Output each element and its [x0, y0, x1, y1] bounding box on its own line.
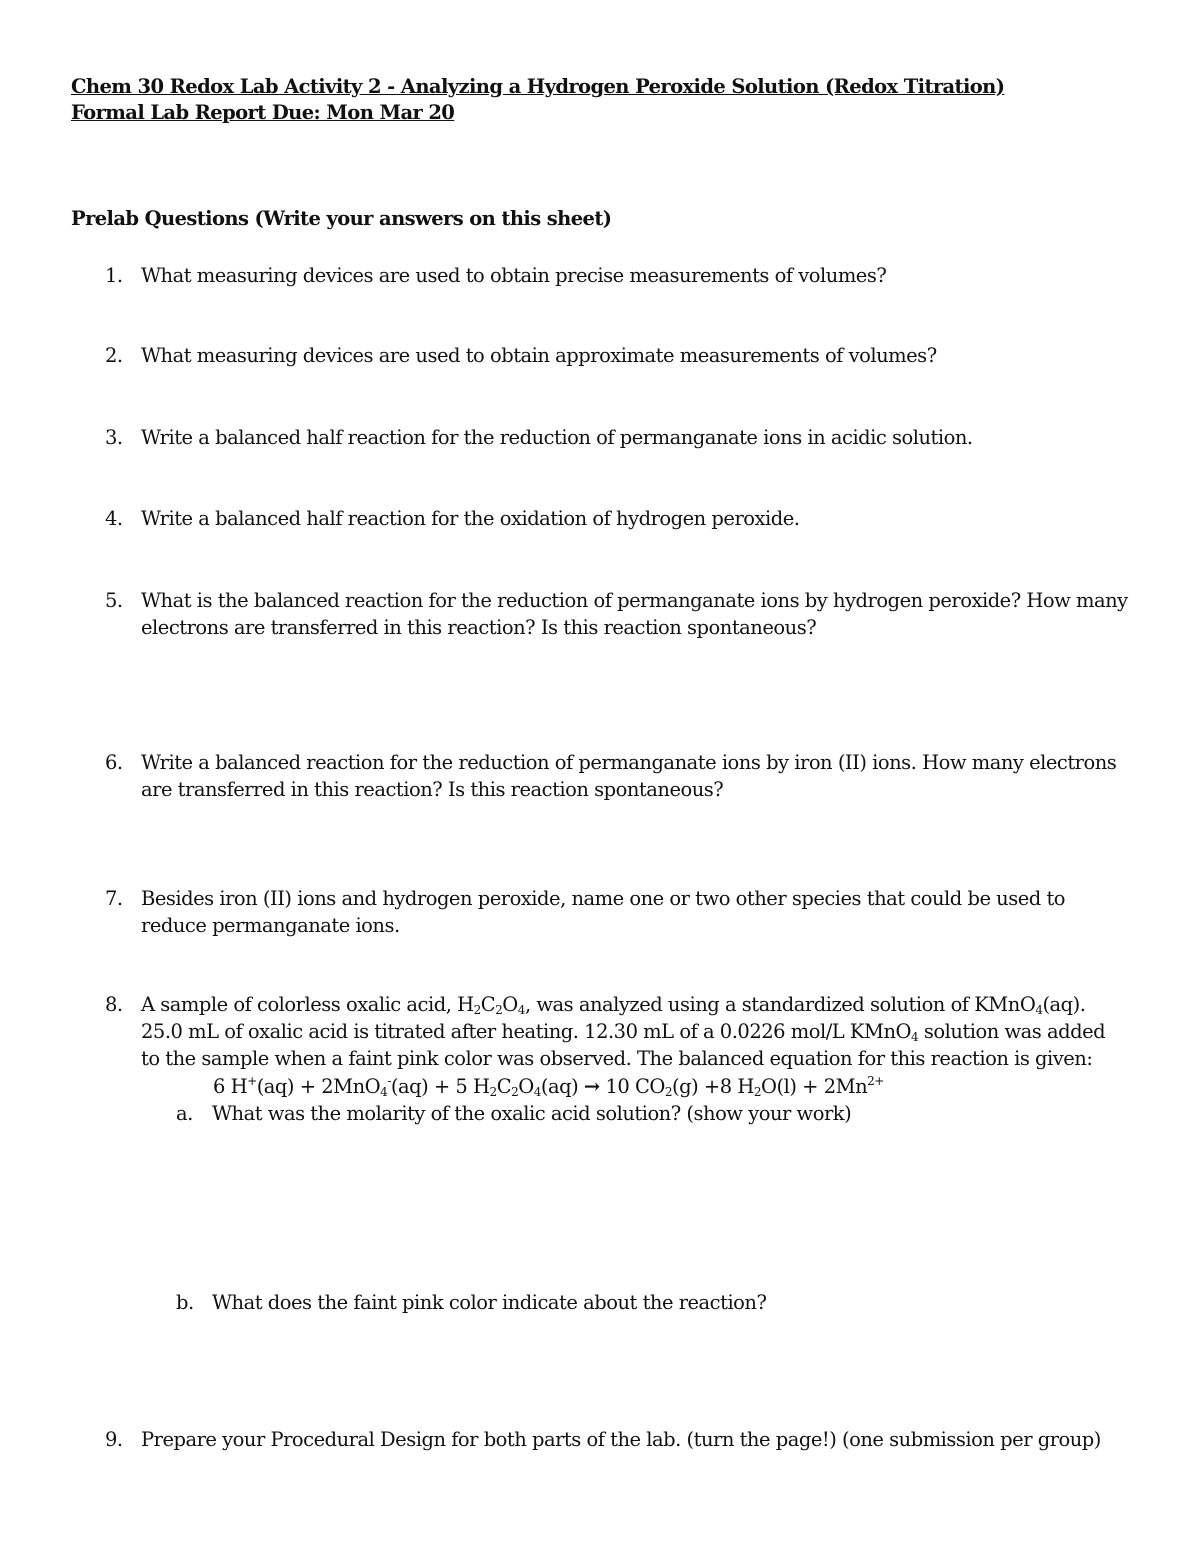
question-line: A sample of colorless oxalic acid, $H_2C_2O_4$, was analyzed using a standardized solution of KMnO$_4$(aq).	[141, 993, 1086, 1017]
question-text	[141, 885, 1141, 939]
question-text	[141, 749, 1141, 803]
question-line: What is the balanced reaction for the reduction of permanganate ions by hydrogen peroxide? How many	[141, 589, 1128, 612]
question-number: 7.	[105, 887, 123, 910]
question-line: Write a balanced reaction for the reduction of permanganate ions by iron (II) ions. How many electrons	[141, 751, 1117, 774]
document-title: Chem 30 Redox Lab Activity 2 - Analyzing a Hydrogen Peroxide Solution (Redox Titration)	[71, 75, 1005, 98]
question-number: 9.	[105, 1428, 123, 1451]
subquestion-text: What was the molarity of the oxalic acid solution? (show your work)	[212, 1102, 852, 1125]
question-text	[141, 991, 1141, 1072]
question-number: 1.	[105, 264, 123, 287]
question-line: Besides iron (II) ions and hydrogen peroxide, name one or two other species that could be used to	[141, 887, 1066, 910]
question-text: What measuring devices are used to obtain precise measurements of volumes?	[141, 264, 887, 287]
question-line: electrons are transferred in this reaction? Is this reaction spontaneous?	[141, 616, 817, 639]
report-due-date: Formal Lab Report Due: Mon Mar 20	[71, 101, 455, 124]
question-number: 6.	[105, 751, 123, 774]
question-number: 3.	[105, 426, 123, 449]
question-number: 4.	[105, 507, 123, 530]
question-number: 8.	[105, 993, 123, 1016]
subquestion-letter: b.	[176, 1291, 194, 1314]
question-line: 25.0 mL of oxalic acid is titrated after heating. 12.30 mL of a 0.0226 mol/L KMnO$_4$ solution was added	[141, 1020, 1106, 1044]
question-number: 2.	[105, 344, 123, 367]
balanced-equation: 6 H+(aq) + 2MnO$_4$-(aq) + 5 $H_2C_2O_4(aq) \to 10$ $CO_2(g) +8$ $H_2O(l) + 2Mn^{2+}$	[213, 1074, 884, 1099]
question-line: to the sample when a faint pink color was observed. The balanced equation for this reaction is given:	[141, 1047, 1093, 1070]
reaction-arrow-icon: →	[583, 1075, 600, 1098]
question-text: Prepare your Procedural Design for both parts of the lab. (turn the page!) (one submission per group)	[141, 1428, 1101, 1451]
question-number: 5.	[105, 589, 123, 612]
question-text	[141, 587, 1141, 641]
question-line: are transferred in this reaction? Is this reaction spontaneous?	[141, 778, 724, 801]
question-text: Write a balanced half reaction for the oxidation of hydrogen peroxide.	[141, 507, 800, 530]
question-text: Write a balanced half reaction for the reduction of permanganate ions in acidic solution.	[141, 426, 973, 449]
subquestion-text: What does the faint pink color indicate about the reaction?	[212, 1291, 767, 1314]
section-heading: Prelab Questions (Write your answers on this sheet)	[71, 207, 612, 230]
question-line: reduce permanganate ions.	[141, 914, 400, 937]
subquestion-letter: a.	[176, 1102, 193, 1125]
question-text: What measuring devices are used to obtain approximate measurements of volumes?	[141, 344, 937, 367]
